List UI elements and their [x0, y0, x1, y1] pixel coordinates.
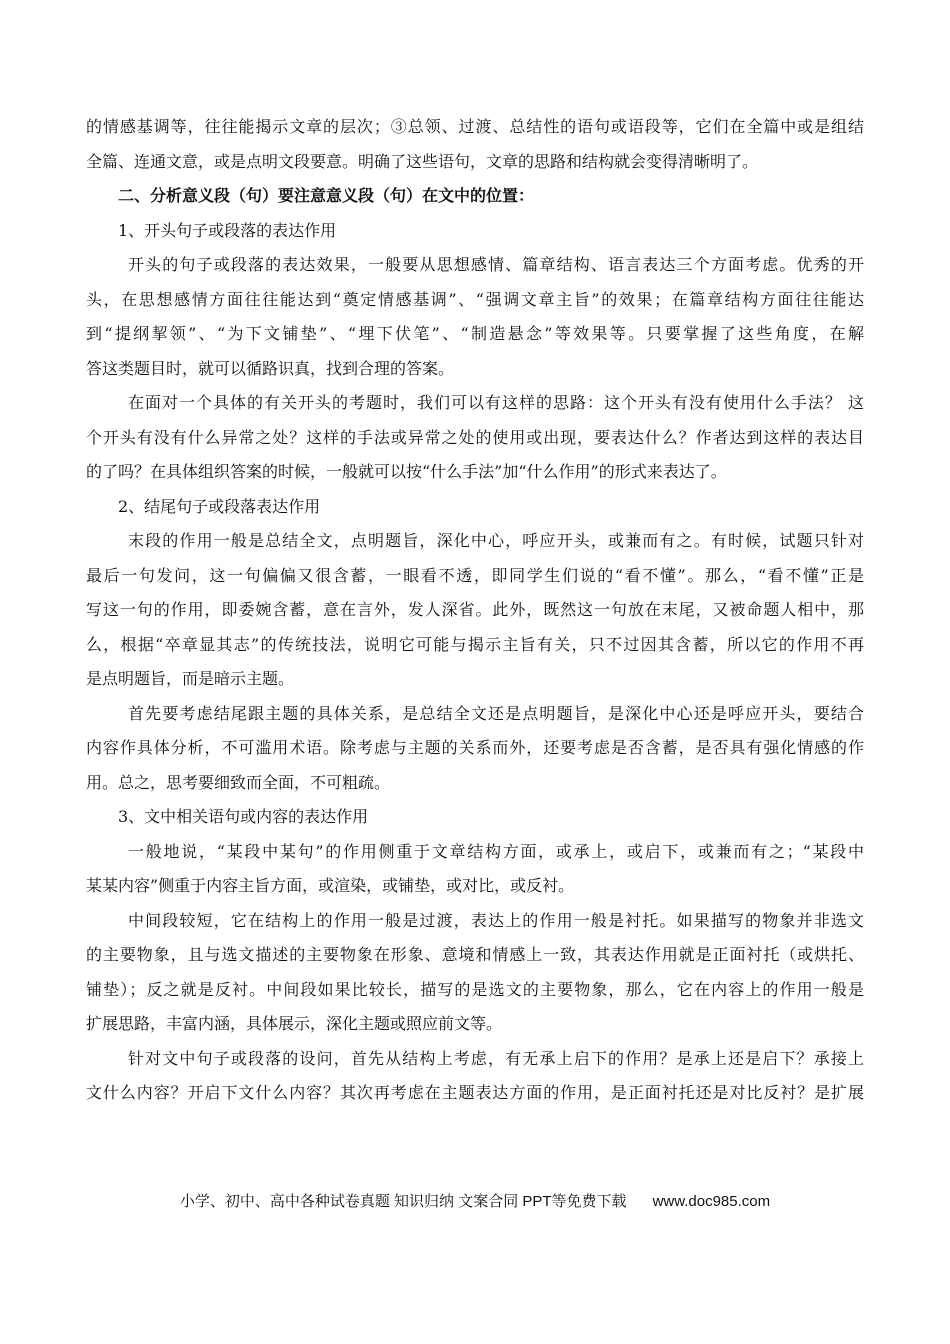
- body-text-line: 的情感基调等，往往能揭示文章的层次；③总领、过渡、总结性的语句或语段等，它们在全篇中或是组结: [86, 117, 864, 136]
- body-text-line: 扩展思路，丰富内涵，具体展示，深化主题或照应前文等。: [86, 1014, 503, 1033]
- section-heading: 二、分析意义段（句）要注意意义段（句）在文中的位置：: [118, 186, 535, 205]
- body-text-line: 在面对一个具体的有关开头的考题时，我们可以有这样的思路：这个开头有没有使用什么手法？ 这: [128, 393, 864, 412]
- subsection-heading: 1、开头句子或段落的表达作用: [118, 220, 337, 240]
- body-text-line: 的了吗？在具体组织答案的时候，一般就可以按“什么手法”加“什么作用”的形式来表达了。: [86, 462, 727, 481]
- body-text-line: 的主要物象，且与选文描述的主要物象在形象、意境和情感上一致，其表达作用就是正面衬托（或烘托、: [86, 945, 864, 964]
- body-text-line: 是点明题旨，而是暗示主题。: [86, 669, 295, 688]
- body-text-line: 写这一句的作用，即委婉含蓄，意在言外，发人深省。此外，既然这一句放在末尾，又被命题人相中，那: [86, 600, 864, 619]
- body-text-line: 到“提纲挈领”、“为下文铺垫”、“埋下伏笔”、“制造悬念”等效果等。只要掌握了这些角度，在解: [86, 324, 864, 343]
- footer-url: www.doc985.com: [652, 1193, 771, 1210]
- footer-text: 小学、初中、高中各种试卷真题 知识归纳 文案合同 PPT等免费下载: [179, 1193, 627, 1210]
- body-text-line: 全篇、连通文意，或是点明文段要意。明确了这些语句，文章的思路和结构就会变得清晰明了。: [86, 151, 759, 171]
- subsection-heading: 3、文中相关语句或内容的表达作用: [118, 807, 369, 826]
- body-text-line: 首先要考虑结尾跟主题的具体关系，是总结全文还是点明题旨，是深化中心还是呼应开头，要结合: [128, 703, 864, 723]
- body-text-line: 么，根据“卒章显其志”的传统技法，说明它可能与揭示主旨有关，只不过因其含蓄，所以它的作用不再: [86, 634, 864, 654]
- body-text-line: 内容作具体分析，不可滥用术语。除考虑与主题的关系而外，还要考虑是否含蓄，是否具有强化情感的作: [86, 738, 864, 757]
- body-text-line: 头，在思想感情方面往往能达到“奠定情感基调”、“强调文章主旨”的效果；在篇章结构方面往往能达: [86, 289, 864, 309]
- page-footer: [0, 1190, 950, 1211]
- body-text-line: 一般地说，“某段中某句”的作用侧重于文章结构方面，或承上，或启下，或兼而有之；“某段中: [128, 841, 864, 861]
- body-text-line: 中间段较短，它在结构上的作用一般是过渡，表达上的作用一般是衬托。如果描写的物象并非选文: [128, 910, 864, 930]
- body-text-line: 铺垫）；反之就是反衬。中间段如果比较长，描写的是选文的主要物象，那么，它在内容上的作用一般是: [86, 979, 864, 999]
- body-text-line: 最后一句发问，这一句偏偏又很含蓄，一眼看不透，即同学生们说的“看不懂”。那么，“看不懂”正是: [86, 565, 864, 585]
- body-text-line: 用。总之，思考要细致而全面，不可粗疏。: [86, 772, 391, 792]
- body-text-line: 答这类题目时，就可以循路识真，找到合理的答案。: [86, 358, 455, 378]
- body-text-line: 个开头有没有什么异常之处？这样的手法或异常之处的使用或出现，要表达什么？作者达到这样的表达目: [86, 427, 864, 447]
- body-text-line: 开头的句子或段落的表达效果，一般要从思想感情、篇章结构、语言表达三个方面考虑。优秀的开: [128, 255, 864, 274]
- subsection-heading: 2、结尾句子或段落表达作用: [118, 496, 321, 516]
- body-text-line: 文什么内容？开启下文什么内容？其次再考虑在主题表达方面的作用，是正面衬托还是对比反衬？是扩展: [86, 1083, 864, 1102]
- body-text-line: 末段的作用一般是总结全文，点明题旨，深化中心，呼应开头，或兼而有之。有时候，试题只针对: [128, 531, 864, 550]
- body-text-line: 某某内容”侧重于内容主旨方面，或渲染，或铺垫，或对比，或反衬。: [86, 876, 575, 895]
- document-body: [86, 110, 864, 1111]
- body-text-line: 针对文中句子或段落的设问，首先从结构上考虑，有无承上启下的作用？是承上还是启下？承接上: [128, 1048, 864, 1068]
